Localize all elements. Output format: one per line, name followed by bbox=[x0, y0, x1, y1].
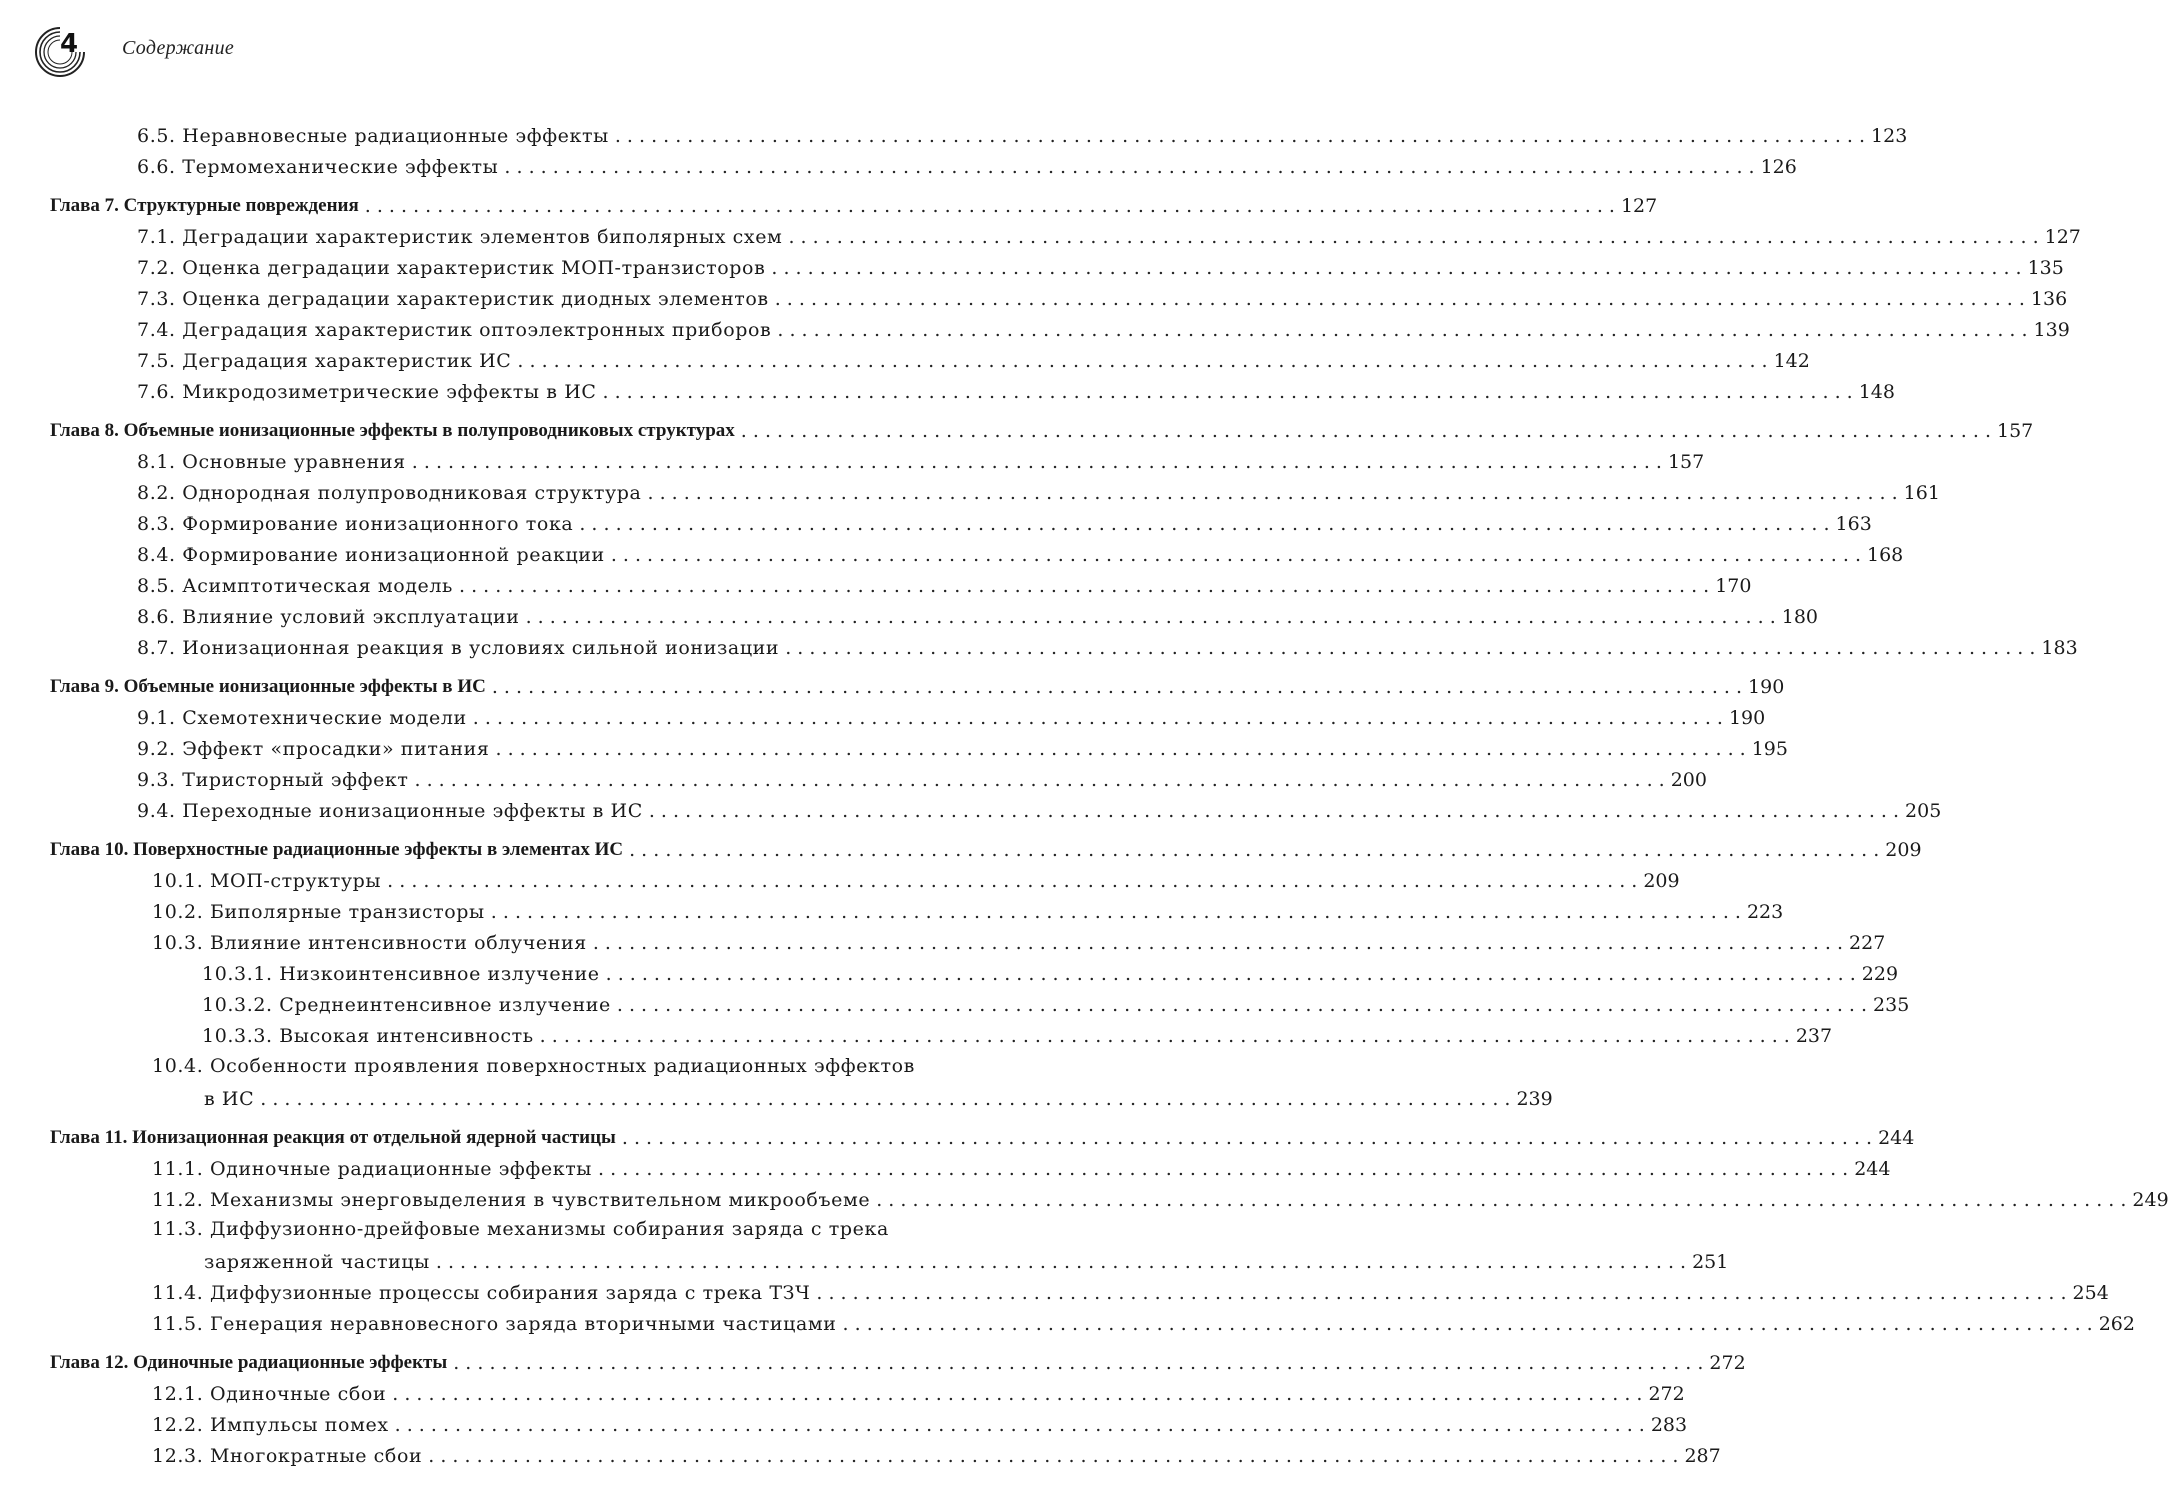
page-ref: 272 bbox=[1648, 1383, 1685, 1405]
page-header bbox=[30, 22, 430, 82]
page-number: 4 bbox=[60, 29, 79, 59]
toc-entry-8-7[interactable]: 8.7. Ионизационная реакция в условиях сильной ионизации . . . 183 bbox=[137, 629, 1137, 659]
toc-entry-8-2[interactable]: 8.2. Однородная полупроводниковая структура . . . 161 bbox=[137, 474, 1137, 504]
toc-entry-11-4[interactable]: 11.4. Диффузионные процессы собирания заряда с трека ТЗЧ . . . 254 bbox=[152, 1274, 1152, 1304]
page-ref: 183 bbox=[2041, 637, 2078, 659]
page-ref: 200 bbox=[1670, 769, 1707, 791]
page-ref: 136 bbox=[2030, 288, 2068, 310]
toc-entry-7-4[interactable]: 7.4. Деградация характеристик оптоэлектронных приборов . . . 139 bbox=[137, 311, 1137, 341]
page-ref: 180 bbox=[1781, 606, 1819, 628]
toc-entry-8-6[interactable]: 8.6. Влияние условий эксплуатации . . . 180 bbox=[137, 598, 1137, 628]
toc-entry-10-3-2[interactable]: 10.3.2. Среднеинтенсивное излучение . . . 235 bbox=[202, 986, 1202, 1016]
toc-entry-9-4[interactable]: 9.4. Переходные ионизационные эффекты в ИС . . . 205 bbox=[137, 792, 1137, 822]
running-title: Содержание bbox=[122, 37, 235, 59]
toc-entry-11-1[interactable]: 11.1. Одиночные радиационные эффекты . . . 244 bbox=[152, 1150, 1152, 1180]
toc-chapter-11[interactable]: Глава 11. Ионизационная реакция от отдельной ядерной частицы . . . 244 bbox=[50, 1119, 1050, 1149]
page-ref: 127 bbox=[2044, 226, 2081, 248]
toc-entry-7-6[interactable]: 7.6. Микродозиметрические эффекты в ИС . . . 148 bbox=[137, 373, 1137, 403]
toc-entry-10-4[interactable]: в ИС . . . 239 bbox=[204, 1080, 1204, 1110]
page-ref: 272 bbox=[1709, 1352, 1746, 1374]
page-ref: 157 bbox=[1667, 451, 1705, 473]
page-ref: 142 bbox=[1773, 350, 1810, 372]
page-ref: 287 bbox=[1684, 1445, 1721, 1467]
toc-entry-12-3[interactable]: 12.3. Многократные сбои . . . 287 bbox=[152, 1437, 1152, 1467]
page-ref: 127 bbox=[1620, 195, 1658, 217]
page-ref: 205 bbox=[1905, 800, 1942, 822]
page-ref: 135 bbox=[2027, 257, 2064, 279]
page-ref: 139 bbox=[2033, 319, 2070, 341]
toc-entry-8-3[interactable]: 8.3. Формирование ионизационного тока . . . 163 bbox=[137, 505, 1137, 535]
toc-entry-6-5[interactable]: 6.5. Неравновесные радиационные эффекты . . . 123 bbox=[137, 117, 1137, 147]
toc-entry-8-1[interactable]: 8.1. Основные уравнения . . . 157 bbox=[137, 443, 1137, 473]
page-ref: 254 bbox=[2072, 1282, 2109, 1304]
toc-entry-6-6[interactable]: 6.6. Термомеханические эффекты . . . 126 bbox=[137, 148, 1137, 178]
toc-chapter-7[interactable]: Глава 7. Структурные повреждения . . . 127 bbox=[50, 187, 1050, 217]
toc-entry-9-1[interactable]: 9.1. Схемотехнические модели . . . 190 bbox=[137, 699, 1137, 729]
toc-entry-11-5[interactable]: 11.5. Генерация неравновесного заряда вторичными частицами . . . 262 bbox=[152, 1305, 1152, 1335]
page-ref: 148 bbox=[1858, 381, 1895, 403]
page-ref: 227 bbox=[1849, 932, 1886, 954]
toc-chapter-10[interactable]: Глава 10. Поверхностные радиационные эффекты в элементах ИС . . . 209 bbox=[50, 831, 1050, 861]
toc-entry-10-1[interactable]: 10.1. МОП-структуры . . . 209 bbox=[152, 862, 1152, 892]
toc-entry-10-3-3[interactable]: 10.3.3. Высокая интенсивность . . . 237 bbox=[202, 1017, 1202, 1047]
page-ref: 235 bbox=[1873, 994, 1910, 1016]
page-ref: 244 bbox=[1854, 1158, 1891, 1180]
page-ref: 209 bbox=[1885, 839, 1922, 861]
page-ref: 223 bbox=[1746, 901, 1784, 923]
toc-entry-7-5[interactable]: 7.5. Деградация характеристик ИС . . . 142 bbox=[137, 342, 1137, 372]
toc-entry-8-5[interactable]: 8.5. Асимптотическая модель . . . 170 bbox=[137, 567, 1137, 597]
page-ref: 161 bbox=[1903, 482, 1940, 504]
toc-chapter-9[interactable]: Глава 9. Объемные ионизационные эффекты в ИС . . . 190 bbox=[50, 668, 1050, 698]
toc-chapter-12[interactable]: Глава 12. Одиночные радиационные эффекты . . . 272 bbox=[50, 1344, 1050, 1374]
page-ref: 249 bbox=[2132, 1189, 2169, 1211]
toc-entry-7-3[interactable]: 7.3. Оценка деградации характеристик диодных элементов . . . 136 bbox=[137, 280, 1137, 310]
toc-entry-9-3[interactable]: 9.3. Тиристорный эффект . . . 200 bbox=[137, 761, 1137, 791]
page-ref: 190 bbox=[1748, 676, 1785, 698]
page-ref: 237 bbox=[1795, 1025, 1833, 1047]
toc-entry-8-4[interactable]: 8.4. Формирование ионизационной реакции . . . 168 bbox=[137, 536, 1137, 566]
page-ref: 126 bbox=[1760, 156, 1797, 178]
page-ref: 244 bbox=[1878, 1127, 1915, 1149]
page-ref: 251 bbox=[1692, 1251, 1729, 1273]
toc-entry-11-3[interactable]: заряженной частицы . . . 251 bbox=[204, 1243, 1204, 1273]
page-ref: 168 bbox=[1867, 544, 1904, 566]
page-ref: 283 bbox=[1650, 1414, 1688, 1436]
page-ref: 157 bbox=[1996, 420, 2034, 442]
page-ref: 170 bbox=[1715, 575, 1752, 597]
toc-entry-11-2[interactable]: 11.2. Механизмы энерговыделения в чувствительном микрообъеме . . . 249 bbox=[152, 1181, 1152, 1211]
toc-entry-9-2[interactable]: 9.2. Эффект «просадки» питания . . . 195 bbox=[137, 730, 1137, 760]
toc-entry-10-2[interactable]: 10.2. Биполярные транзисторы . . . 223 bbox=[152, 893, 1152, 923]
page-ref: 229 bbox=[1861, 963, 1899, 985]
page-ref: 195 bbox=[1751, 738, 1788, 760]
page-ref: 262 bbox=[2098, 1313, 2135, 1335]
page-ref: 209 bbox=[1643, 870, 1680, 892]
toc-entry-12-2[interactable]: 12.2. Импульсы помех . . . 283 bbox=[152, 1406, 1152, 1436]
toc-entry-7-2[interactable]: 7.2. Оценка деградации характеристик МОП-транзисторов . . . 135 bbox=[137, 249, 1137, 279]
toc-entry-10-4-line1[interactable]: 10.4. Особенности проявления поверхностных радиационных эффектов bbox=[152, 1055, 915, 1077]
page-ref: 123 bbox=[1871, 125, 1908, 147]
page-ref: 190 bbox=[1728, 707, 1766, 729]
toc-entry-10-3[interactable]: 10.3. Влияние интенсивности облучения . . . 227 bbox=[152, 924, 1152, 954]
toc-entry-12-1[interactable]: 12.1. Одиночные сбои . . . 272 bbox=[152, 1375, 1152, 1405]
toc-chapter-8[interactable]: Глава 8. Объемные ионизационные эффекты в полупроводниковых структурах . . . 157 bbox=[50, 412, 1050, 442]
toc-entry-10-3-1[interactable]: 10.3.1. Низкоинтенсивное излучение . . . 229 bbox=[202, 955, 1202, 985]
toc-entry-11-3-line1[interactable]: 11.3. Диффузионно-дрейфовые механизмы собирания заряда с трека bbox=[152, 1218, 889, 1240]
page-ref: 163 bbox=[1835, 513, 1872, 535]
toc-entry-7-1[interactable]: 7.1. Деградации характеристик элементов биполярных схем . . . 127 bbox=[137, 218, 1137, 248]
page-ref: 239 bbox=[1516, 1088, 1553, 1110]
